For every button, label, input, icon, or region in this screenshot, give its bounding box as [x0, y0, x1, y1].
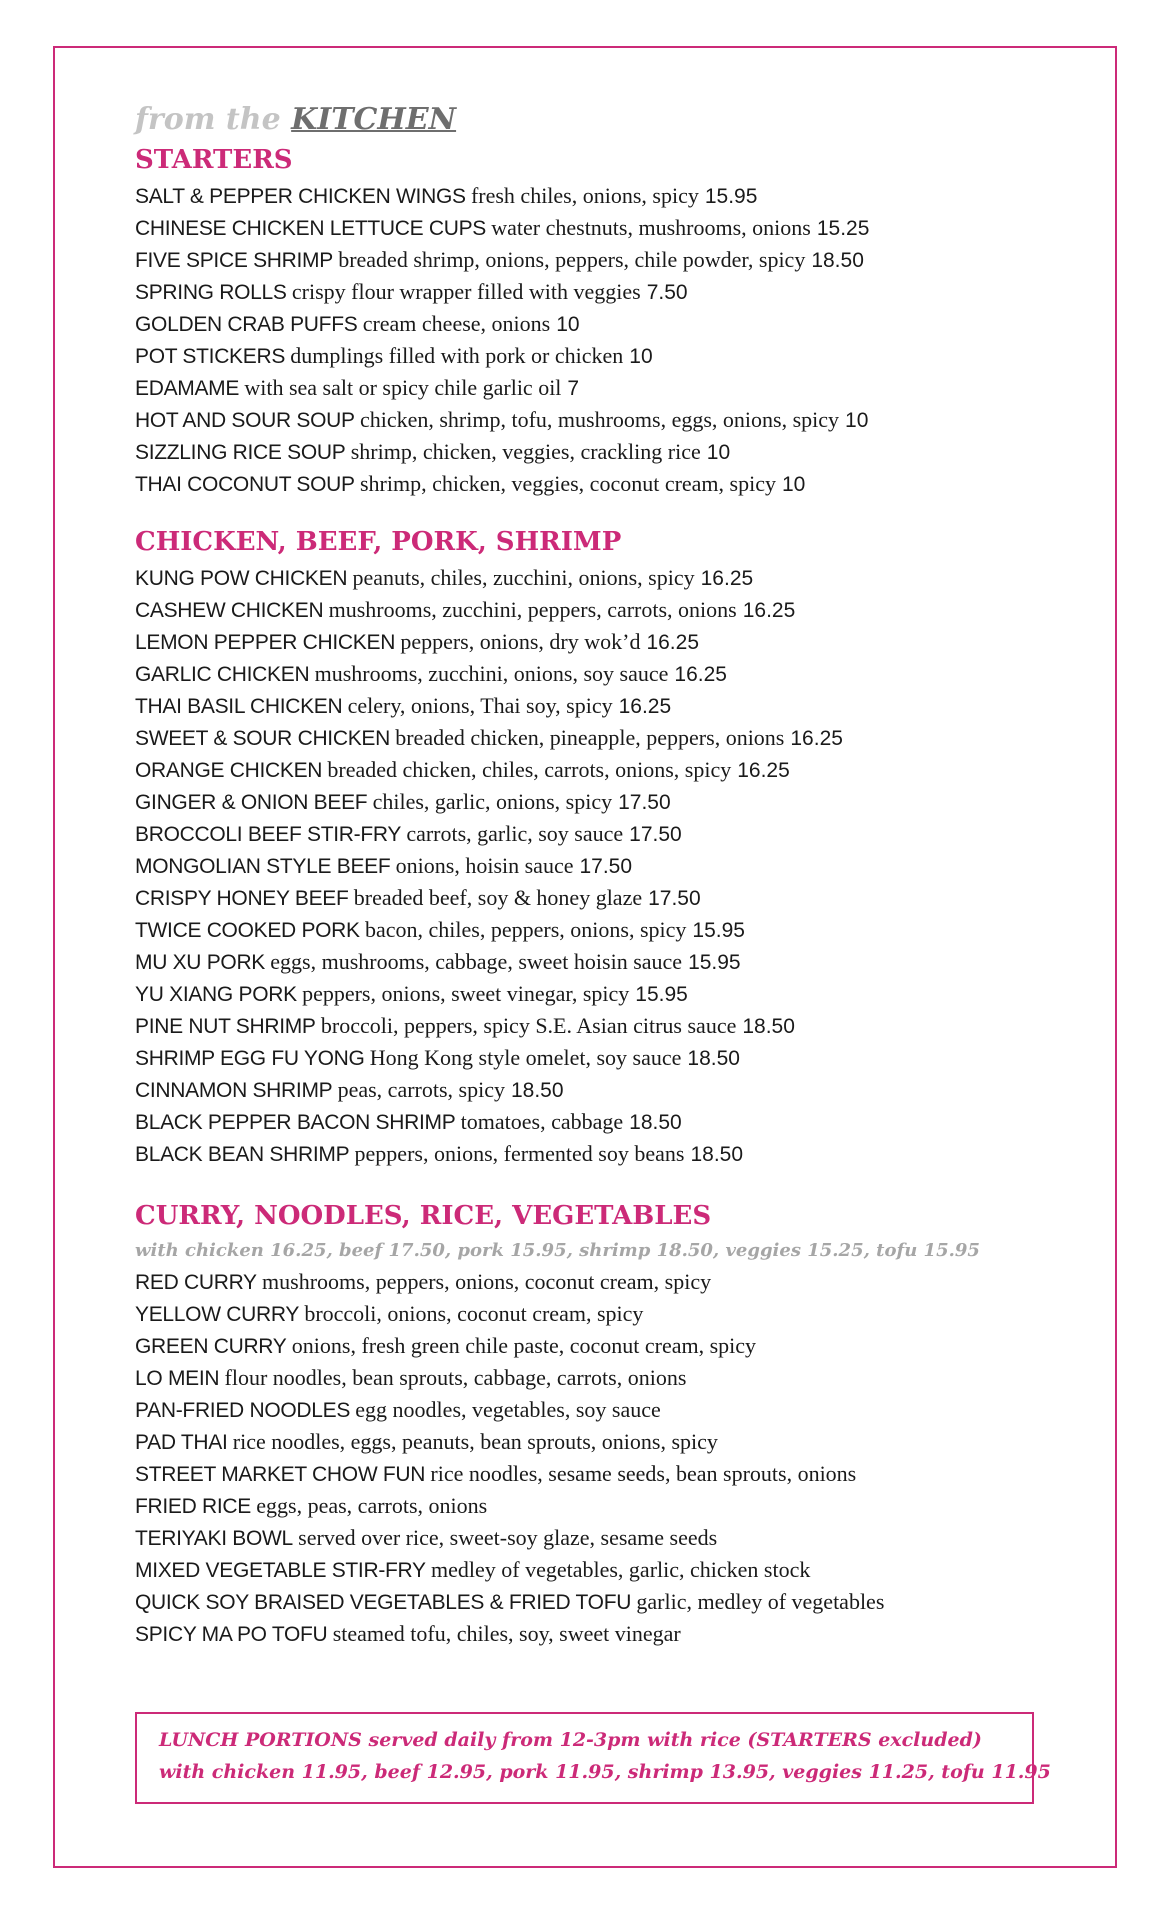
menu-item-price: 7 [567, 377, 580, 400]
menu-item-price: 18.50 [510, 1079, 564, 1102]
menu-item [135, 626, 1035, 658]
menu-item-name: MONGOLIAN STYLE BEEF [135, 855, 391, 878]
menu-item-name: GOLDEN CRAB PUFFS [135, 313, 358, 336]
menu-item-price: 15.95 [688, 951, 741, 974]
menu-item-name: SALT & PEPPER CHICKEN WINGS [135, 185, 466, 208]
menu-item [135, 1010, 1035, 1042]
menu-item-name: BLACK PEPPER BACON SHRIMP [135, 1111, 456, 1134]
menu-item [135, 436, 1035, 468]
curry-price-note: with chicken 16.25, beef 17.50, pork 15.95, shrimp 18.50, veggies 15.25, tofu 15.95 [135, 1240, 980, 1261]
menu-item-price: 17.50 [648, 887, 701, 910]
menu-item-name: CINNAMON SHRIMP [135, 1079, 333, 1102]
menu-item [135, 1266, 1035, 1298]
menu-item-description: medley of vegetables, garlic, chicken stock [431, 1557, 811, 1582]
menu-item-name: SIZZLING RICE SOUP [135, 441, 346, 464]
menu-item [135, 340, 1035, 372]
menu-item-description: breaded chicken, chiles, carrots, onions, spicy [327, 757, 732, 782]
menu-item-description: shrimp, chicken, veggies, crackling rice [350, 439, 701, 464]
menu-item [135, 1074, 1035, 1106]
menu-item-price: 10 [629, 345, 653, 368]
menu-item-description: water chestnuts, mushrooms, onions [491, 215, 811, 240]
menu-item-price: 17.50 [579, 855, 633, 878]
menu-item-description: peppers, onions, fermented soy beans [354, 1141, 685, 1166]
menu-item-price: 15.95 [692, 919, 745, 942]
menu-item [135, 1618, 1035, 1650]
menu-item-name: CASHEW CHICKEN [135, 599, 324, 622]
menu-item [135, 850, 1035, 882]
menu-item-description: crispy flour wrapper filled with veggies [291, 279, 641, 304]
menu-item-price: 10 [556, 313, 580, 336]
menu-item-price: 10 [782, 473, 806, 496]
menu-item-description: dumplings filled with pork or chicken [290, 343, 624, 368]
menu-item-description: breaded chicken, pineapple, peppers, onions [395, 725, 785, 750]
menu-item [135, 1362, 1035, 1394]
menu-content [135, 100, 1035, 1650]
menu-item [135, 1394, 1035, 1426]
menu-item-name: YELLOW CURRY [135, 1303, 300, 1326]
menu-item-price: 18.50 [687, 1047, 740, 1070]
menu-item-price: 16.25 [790, 727, 843, 750]
menu-item-name: LO MEIN [135, 1367, 220, 1390]
menu-item-description: peas, carrots, spicy [337, 1077, 505, 1102]
menu-item [135, 1330, 1035, 1362]
menu-item-price: 18.50 [742, 1015, 795, 1038]
menu-item-description: rice noodles, eggs, peanuts, bean sprouts, onions, spicy [232, 1429, 718, 1454]
menu-item-description: cream cheese, onions [362, 311, 551, 336]
menu-item-description: chicken, shrimp, tofu, mushrooms, eggs, onions, spicy [359, 407, 840, 432]
menu-item-name: KUNG POW CHICKEN [135, 567, 348, 590]
brand-word: KITCHEN [291, 102, 457, 137]
menu-item-price: 15.25 [816, 217, 870, 240]
menu-item-price: 16.25 [646, 631, 700, 654]
menu-item [135, 1586, 1035, 1618]
menu-item-name: PAD THAI [135, 1431, 228, 1454]
curry-list [135, 1266, 1035, 1650]
menu-item-description: fresh chiles, onions, spicy [470, 183, 699, 208]
menu-item [135, 882, 1035, 914]
menu-item-description: peppers, onions, dry wok’d [400, 629, 641, 654]
menu-item [135, 244, 1035, 276]
menu-item-description: rice noodles, sesame seeds, bean sprouts, onions [430, 1461, 857, 1486]
menu-item-description: eggs, mushrooms, cabbage, sweet hoisin sauce [270, 949, 683, 974]
menu-item-name: BROCCOLI BEEF STIR-FRY [135, 823, 402, 846]
menu-item-price: 16.25 [700, 567, 754, 590]
menu-item-description: garlic, medley of vegetables [636, 1589, 885, 1614]
menu-item-price: 7.50 [646, 281, 688, 304]
menu-item-description: onions, hoisin sauce [395, 853, 574, 878]
menu-item-description: eggs, peas, carrots, onions [256, 1493, 488, 1518]
curry-title: CURRY, NOODLES, RICE, VEGETABLES [135, 1201, 712, 1231]
menu-item-price: 10 [706, 441, 731, 464]
menu-item [135, 658, 1035, 690]
menu-item-name: SWEET & SOUR CHICKEN [135, 727, 390, 750]
menu-item-name: FIVE SPICE SHRIMP [135, 249, 333, 272]
menu-item-description: peanuts, chiles, zucchini, onions, spicy [352, 565, 695, 590]
menu-item-name: THAI BASIL CHICKEN [135, 695, 343, 718]
menu-item-description: tomatoes, cabbage [460, 1109, 624, 1134]
brand-prefix: from the [135, 102, 281, 137]
menu-item-price: 15.95 [704, 185, 758, 208]
menu-item-name: PINE NUT SHRIMP [135, 1015, 316, 1038]
starters-title: STARTERS [135, 145, 293, 175]
menu-item-description: peppers, onions, sweet vinegar, spicy [302, 981, 630, 1006]
proteins-title: CHICKEN, BEEF, PORK, SHRIMP [135, 527, 622, 557]
menu-item [135, 946, 1035, 978]
menu-item-name: ORANGE CHICKEN [135, 759, 323, 782]
menu-item-name: SPICY MA PO TOFU [135, 1623, 328, 1646]
brand-heading [135, 100, 1035, 140]
menu-item-name: SPRING ROLLS [135, 281, 287, 304]
starters-list [135, 180, 1035, 500]
menu-item [135, 978, 1035, 1010]
menu-item-name: STREET MARKET CHOW FUN [135, 1463, 426, 1486]
menu-item-description: bacon, chiles, peppers, onions, spicy [365, 917, 687, 942]
menu-item [135, 1522, 1035, 1554]
menu-item-description: celery, onions, Thai soy, spicy [347, 693, 613, 718]
menu-item-price: 10 [845, 409, 869, 432]
menu-item [135, 468, 1035, 500]
menu-item [135, 1106, 1035, 1138]
menu-item [135, 594, 1035, 626]
menu-item-description: egg noodles, vegetables, soy sauce [355, 1397, 661, 1422]
menu-item [135, 722, 1035, 754]
menu-item-name: TWICE COOKED PORK [135, 919, 360, 942]
menu-item [135, 914, 1035, 946]
menu-item [135, 1554, 1035, 1586]
menu-item-description: mushrooms, peppers, onions, coconut cream, spicy [262, 1269, 712, 1294]
section-gap [135, 500, 1035, 522]
menu-item-description: served over rice, sweet-soy glaze, sesame seeds [298, 1525, 718, 1550]
menu-item [135, 180, 1035, 212]
menu-item-price: 18.50 [690, 1143, 744, 1166]
menu-item-price: 16.25 [737, 759, 790, 782]
menu-item-price: 17.50 [618, 791, 671, 814]
menu-item [135, 786, 1035, 818]
menu-item-name: FRIED RICE [135, 1495, 252, 1518]
menu-item [135, 404, 1035, 436]
menu-item-description: broccoli, onions, coconut cream, spicy [304, 1301, 644, 1326]
menu-item [135, 1426, 1035, 1458]
menu-item-description: broccoli, peppers, spicy S.E. Asian citrus sauce [320, 1013, 737, 1038]
menu-item [135, 1490, 1035, 1522]
menu-item [135, 1138, 1035, 1170]
menu-item-price: 18.50 [629, 1111, 682, 1134]
menu-item-name: POT STICKERS [135, 345, 286, 368]
section-gap [135, 1170, 1035, 1196]
menu-item-description: flour noodles, bean sprouts, cabbage, carrots, onions [224, 1365, 687, 1390]
menu-item [135, 562, 1035, 594]
menu-item-description: steamed tofu, chiles, soy, sweet vinegar [332, 1621, 681, 1646]
menu-item [135, 1042, 1035, 1074]
menu-item-price: 16.25 [618, 695, 672, 718]
menu-item-price: 18.50 [811, 249, 864, 272]
menu-item [135, 276, 1035, 308]
menu-item-name: RED CURRY [135, 1271, 257, 1294]
menu-item-price: 16.25 [674, 663, 727, 686]
lunch-line-2: with chicken 11.95, beef 12.95, pork 11.95, shrimp 13.95, veggies 11.25, tofu 11.95 [159, 1761, 1051, 1783]
menu-item-description: breaded beef, soy & honey glaze [353, 885, 643, 910]
menu-item [135, 372, 1035, 404]
menu-item-name: GREEN CURRY [135, 1335, 287, 1358]
menu-item-description: carrots, garlic, soy sauce [406, 821, 624, 846]
menu-item [135, 818, 1035, 850]
menu-item-name: GARLIC CHICKEN [135, 663, 310, 686]
menu-item-price: 17.50 [629, 823, 682, 846]
menu-item-name: QUICK SOY BRAISED VEGETABLES & FRIED TOFU [135, 1591, 632, 1614]
menu-item-name: EDAMAME [135, 377, 240, 400]
menu-item-name: HOT AND SOUR SOUP [135, 409, 355, 432]
menu-item-name: THAI COCONUT SOUP [135, 473, 355, 496]
menu-item-description: chiles, garlic, onions, spicy [372, 789, 613, 814]
menu-item-name: GINGER & ONION BEEF [135, 791, 368, 814]
menu-item-name: MIXED VEGETABLE STIR-FRY [135, 1559, 426, 1582]
menu-item [135, 690, 1035, 722]
menu-item-description: breaded shrimp, onions, peppers, chile powder, spicy [338, 247, 806, 272]
menu-item-price: 15.95 [635, 983, 688, 1006]
proteins-list [135, 562, 1035, 1170]
menu-item [135, 1298, 1035, 1330]
menu-item-description: shrimp, chicken, veggies, coconut cream, spicy [359, 471, 776, 496]
menu-item-name: BLACK BEAN SHRIMP [135, 1143, 350, 1166]
menu-item-description: onions, fresh green chile paste, coconut cream, spicy [291, 1333, 757, 1358]
menu-item [135, 1458, 1035, 1490]
menu-item-name: MU XU PORK [135, 951, 266, 974]
menu-item-price: 16.25 [742, 599, 796, 622]
lunch-portions-box [135, 1712, 1051, 1804]
lunch-line-1: LUNCH PORTIONS served daily from 12-3pm with rice (STARTERS excluded) [159, 1729, 982, 1751]
menu-item-name: PAN-FRIED NOODLES [135, 1399, 351, 1422]
menu-item-description: mushrooms, zucchini, peppers, carrots, onions [328, 597, 737, 622]
menu-item-name: TERIYAKI BOWL [135, 1527, 293, 1550]
menu-item-name: CRISPY HONEY BEEF [135, 887, 349, 910]
menu-item [135, 212, 1035, 244]
menu-item-name: CHINESE CHICKEN LETTUCE CUPS [135, 217, 486, 240]
menu-item-name: YU XIANG PORK [135, 983, 297, 1006]
menu-item-name: SHRIMP EGG FU YONG [135, 1047, 365, 1070]
menu-item [135, 308, 1035, 340]
menu-item-name: LEMON PEPPER CHICKEN [135, 631, 396, 654]
menu-item-description: mushrooms, zucchini, onions, soy sauce [314, 661, 669, 686]
menu-item [135, 754, 1035, 786]
menu-item-description: Hong Kong style omelet, soy sauce [369, 1045, 682, 1070]
menu-item-description: with sea salt or spicy chile garlic oil [244, 375, 562, 400]
